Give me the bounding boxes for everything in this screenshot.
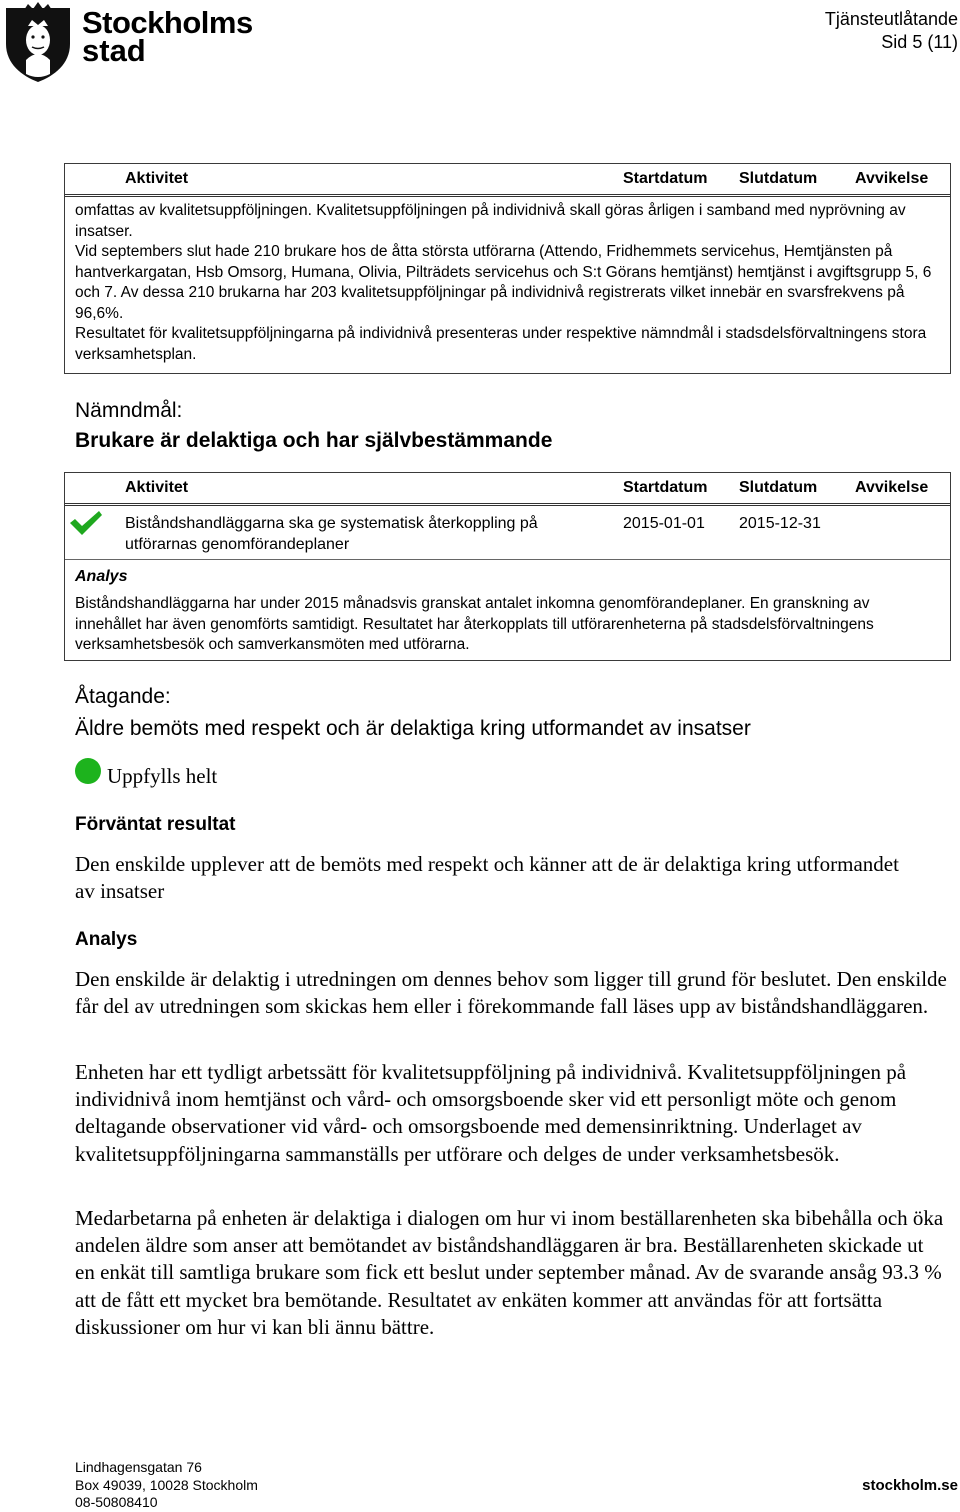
col-startdate: Startdatum bbox=[623, 479, 708, 496]
paragraph: Vid septembers slut hade 210 brukare hos de åtta största utförarna (Attendo, Fridhemmets servicehus, Hemtjänsten på hantverkargatan, Hsb Omsorg, Humana, Olivia, Pilträdets servicehus och S:t Görans hemtjänst) hemtjänst i avgiftsgrupp 5, 6 och 7. Av dessa 210 brukarna har 203 kvalitetsuppföljningar på individnivå registrerats vilket innebär en svarsfrekvens på 96,6%. bbox=[75, 243, 932, 322]
footer-website-link[interactable]: stockholm.se bbox=[862, 1477, 958, 1494]
col-startdate: Startdatum bbox=[623, 170, 708, 187]
commitment-label: Åtagande: bbox=[75, 685, 171, 708]
footer-street: Lindhagensgatan 76 bbox=[75, 1459, 202, 1475]
footer-address bbox=[75, 1459, 258, 1512]
page-number: Sid 5 (11) bbox=[881, 32, 958, 52]
goal-label: Nämndmål: bbox=[75, 399, 183, 422]
paragraph: omfattas av kvalitetsuppföljningen. Kvalitetsuppföljningen på individnivå skall göras årligen i samband med nyprövning av insatser. bbox=[75, 202, 906, 240]
col-enddate: Slutdatum bbox=[739, 479, 818, 496]
footer-box: Box 49039, 10028 Stockholm bbox=[75, 1476, 258, 1493]
analysis-text: Biståndshandläggarna har under 2015 månadsvis granskat antalet inkomna genomförandeplaner. En granskning av innehållet har även genomförts samtidigt. Resultatet har återkopplats till utförarenheterna på stadsdelsförvaltningens verksamhetsbesök och samverkansmöten med utförarna. bbox=[75, 595, 874, 653]
activity-table-continued bbox=[64, 163, 951, 374]
checkmark-icon bbox=[69, 509, 103, 537]
status-text: Uppfylls helt bbox=[107, 764, 218, 788]
analysis-paragraph: Den enskilde är delaktig i utredningen om dennes behov som ligger till grund för beslutet. Den enskilde får del av utredningen som skickas hem eller i förekommande fall läses upp av biståndshandläggaren. bbox=[75, 967, 947, 1019]
footer-phone: 08-50808410 bbox=[75, 1494, 158, 1510]
analysis-paragraph: Enheten har ett tydligt arbetssätt för kvalitetsuppföljning på individnivå. Kvalitetsuppföljningen på individnivå inom hemtjänst och vård- och omsorgsboende sker vid ett personligt möte och genom deltagande observationer vid vård- och omsorgsboende med demensinriktning. Underlaget av kvalitetsuppföljningarna sammanställs per utförare och delges de under verksamhetsbesök. bbox=[75, 1060, 907, 1166]
logo-text-stockholms: Stockholms bbox=[82, 5, 253, 40]
col-deviation: Avvikelse bbox=[855, 479, 929, 496]
document-type: Tjänsteutlåtande bbox=[824, 9, 958, 29]
analysis-paragraph: Medarbetarna på enheten är delaktiga i dialogen om hur vi inom beställarenheten ska bibehålla och öka andelen äldre som anser att bemötandet av biståndshandläggaren är bra. Beställarenheten skickade ut en enkät till samtliga brukare som fick ett beslut under september månad. Av de svarande ansåg 93.3 % att de fått ett mycket bra bemötande. Resultatet av enkäten kommer att användas för att fortsätta diskussioner om hur vi kan bli ännu bättre. bbox=[75, 1206, 944, 1339]
table-header bbox=[65, 164, 950, 197]
activity-startdate: 2015-01-01 bbox=[623, 515, 705, 532]
row-divider bbox=[65, 559, 950, 560]
logo-text-stad: stad bbox=[82, 33, 146, 68]
col-activity: Aktivitet bbox=[125, 170, 189, 187]
col-activity: Aktivitet bbox=[125, 479, 189, 496]
table-header bbox=[65, 473, 950, 506]
paragraph: Resultatet för kvalitetsuppföljningarna på individnivå presenteras under respektive nämndmål i stadsdelsförvaltningens stora verksamhetsplan. bbox=[75, 325, 927, 363]
activity-text: Biståndshandläggarna ska ge systematisk återkoppling på utförarnas genomförandeplaner bbox=[125, 515, 538, 553]
status-dot-icon bbox=[75, 758, 101, 784]
goal-title: Brukare är delaktiga och har självbestämmande bbox=[75, 429, 553, 452]
col-deviation: Avvikelse bbox=[855, 170, 929, 187]
activity-enddate: 2015-12-31 bbox=[739, 515, 821, 532]
table-body-text bbox=[75, 201, 941, 365]
expected-result-label: Förväntat resultat bbox=[75, 814, 236, 835]
analysis-label: Analys bbox=[75, 568, 128, 585]
stockholms-stad-logo bbox=[2, 0, 253, 84]
activity-table bbox=[64, 472, 951, 661]
expected-result-text: Den enskilde upplever att de bemöts med respekt och känner att de är delaktiga kring utformandet av insatser bbox=[75, 852, 899, 904]
city-crest-icon bbox=[2, 0, 74, 84]
col-enddate: Slutdatum bbox=[739, 170, 818, 187]
analysis-label: Analys bbox=[75, 929, 138, 950]
commitment-title: Äldre bemöts med respekt och är delaktiga kring utformandet av insatser bbox=[75, 717, 751, 740]
